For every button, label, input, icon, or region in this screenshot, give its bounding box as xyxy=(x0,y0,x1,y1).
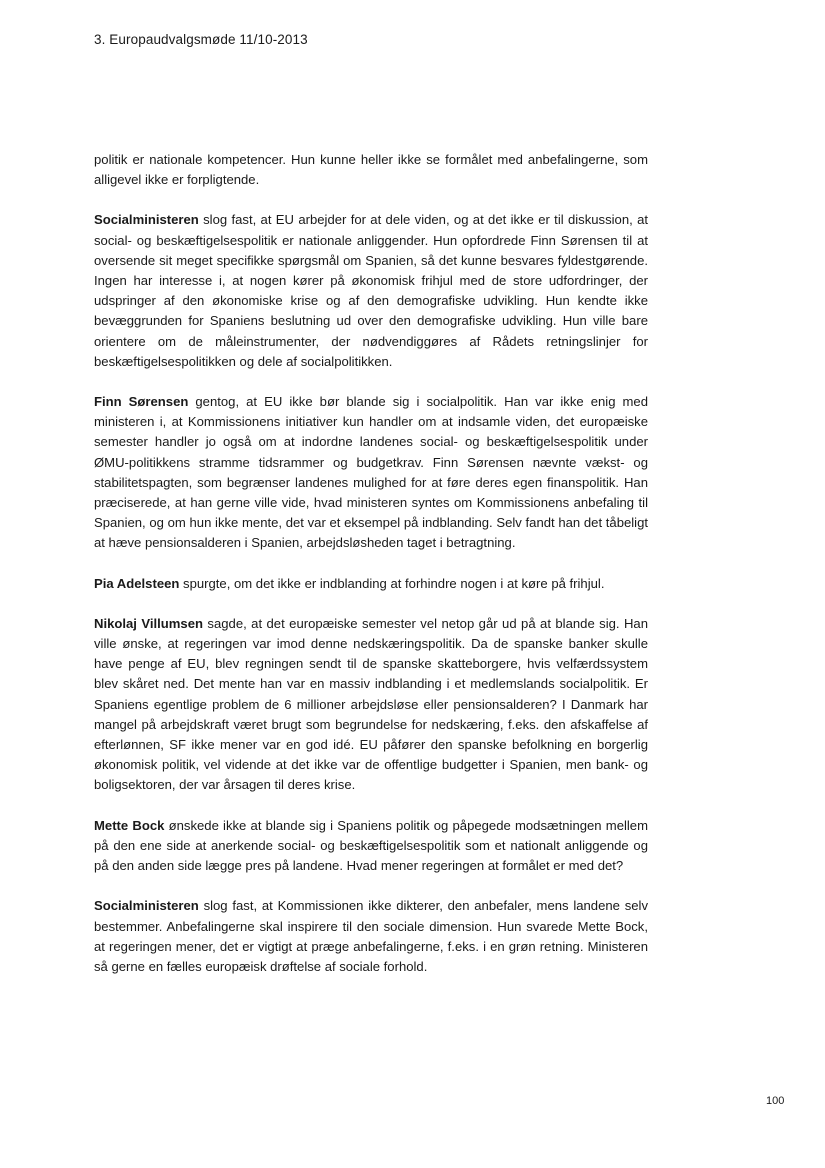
page-header: 3. Europaudvalgsmøde 11/10-2013 xyxy=(94,32,308,47)
paragraph-text: ønskede ikke at blande sig i Spaniens politik og påpegede modsætningen mellem på den ene side at anerkende social- og beskæftigelsespolitik som et nationalt anliggende og på den anden side lægge pres på landene. Hvad mener regeringen at formålet er med det? xyxy=(94,817,648,874)
paragraph-text: politik er nationale kompetencer. Hun kunne heller ikke se formålet med anbefalingerne, som alligevel ikke er forpligtende. xyxy=(94,152,648,188)
paragraph-text: spurgte, om det ikke er indblanding at forhindre nogen i at køre på frihjul. xyxy=(179,575,605,591)
speaker-name: Socialministeren xyxy=(94,898,199,914)
paragraph-socialministeren-1 xyxy=(94,210,648,372)
paragraph-socialministeren-2 xyxy=(94,896,648,977)
paragraph-continuation xyxy=(94,150,648,190)
minutes-body xyxy=(94,150,648,997)
paragraph-text: slog fast, at Kommissionen ikke dikterer, den anbefaler, mens landene selv bestemmer. Anbefalingerne skal inspirere til den sociale dimension. Hun svarede Mette Bock, at regeringen mener, det er vigtigt at præge anbefalingerne, f.eks. i en grøn retning. Ministeren så gerne en fælles europæisk drøftelse af sociale forhold. xyxy=(94,898,648,974)
page-number: 100 xyxy=(766,1095,785,1107)
speaker-name: Finn Sørensen xyxy=(94,394,189,410)
paragraph-nikolaj-villumsen xyxy=(94,614,648,796)
speaker-name: Pia Adelsteen xyxy=(94,575,180,591)
paragraph-pia-adelsteen xyxy=(94,574,648,594)
paragraph-text: sagde, at det europæiske semester vel netop går ud på at blande sig. Han ville ønske, at regeringen var imod denne nedskæringspolitik. Da de spanske banker skulle have penge af EU, blev regningen sendt til de spanske skatteborgere, hvis velfærdssystem blev skåret ned. Det mente han var en massiv indblanding i et medlemslands socialpolitik. Er Spaniens egentlige problem de 6 millioner arbejdsløse eller pensionsalderen? I Danmark har mangel på arbejdskraft været brugt som begrundelse for nedskæring, f.eks. den afskaffelse af efterlønnen, SF ikke mener var en god idé. EU påfører den spanske befolkning en borgerlig økonomisk politik, vel vidende at det ikke var de offentlige budgetter i Spanien, men bank- og boligsektoren, der var årsagen til deres krise. xyxy=(94,615,648,793)
speaker-name: Socialministeren xyxy=(94,212,199,228)
paragraph-text: slog fast, at EU arbejder for at dele viden, og at det ikke er til diskussion, at social- og beskæftigelsespolitik er nationale anliggender. Hun opfordrede Finn Sørensen til at oversende sit meget specifikke spørgsmål om Spanien, så det kunne besvares fyldestgørende. Ingen har interesse i, at nogen kører på økonomisk frihjul med de store udfordringer, der udspringer af den økonomiske krise og af den demografiske udvikling. Hun kendte ikke bevæggrunden for Spaniens beslutning ud over den demografiske udvikling. Hun ville bare orientere om de måleinstrumenter, der nødvendiggøres af Rådets retningslinjer for beskæftigelsespolitikken og dele af socialpolitikken. xyxy=(94,212,648,369)
speaker-name: Nikolaj Villumsen xyxy=(94,615,203,631)
paragraph-finn-sorensen xyxy=(94,392,648,554)
speaker-name: Mette Bock xyxy=(94,817,165,833)
paragraph-text: gentog, at EU ikke bør blande sig i socialpolitik. Han var ikke enig med ministeren i, at Kommissionens initiativer kun handler om at indsamle viden, det europæiske semester handler jo også om at indordne landenes social- og beskæftigelsespolitik under ØMU-politikkens stramme tidsrammer og budgetkrav. Finn Sørensen nævnte vækst- og stabilitetspagten, som begrænser landenes mulighed for at føre deres egen finanspolitik. Han præciserede, at han gerne ville vide, hvad ministeren syntes om Kommissionens anbefaling til Spanien, og om hun ikke mente, det var et eksempel på indblanding. Selv fandt han det tåbeligt at hæve pensionsalderen i Spanien, arbejdsløsheden taget i betragtning. xyxy=(94,394,648,551)
paragraph-mette-bock xyxy=(94,816,648,877)
